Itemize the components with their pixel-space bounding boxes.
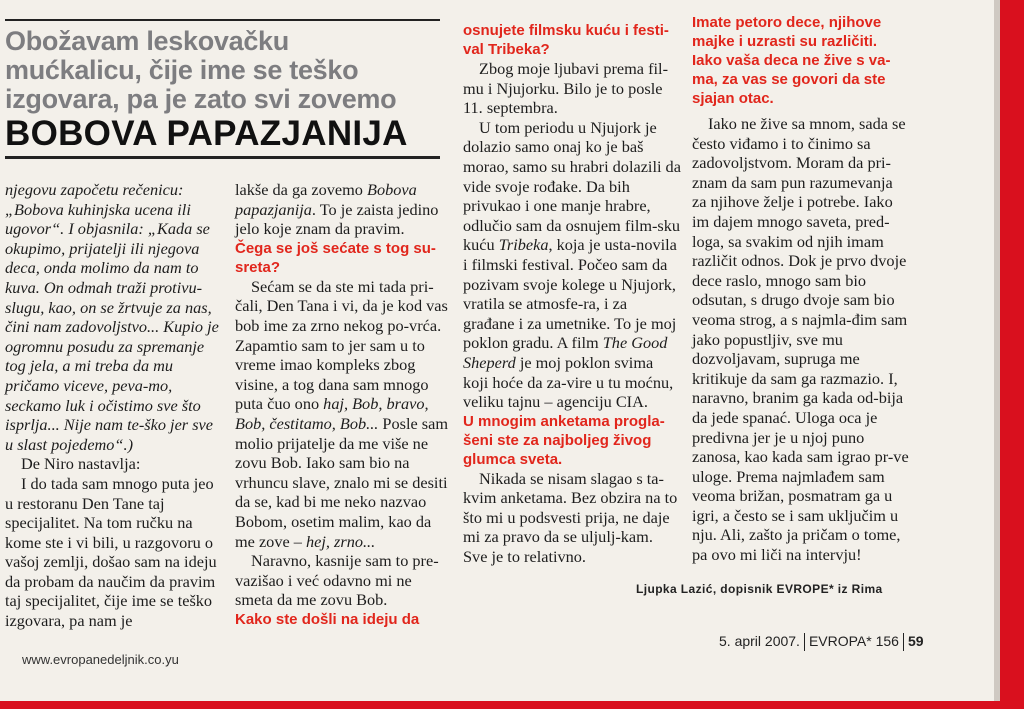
footer-date: 5. april 2007.: [719, 633, 800, 649]
col2-p1-italic: Bobova papazjanija: [235, 180, 417, 219]
column-1: [5, 180, 220, 631]
column-4: [692, 13, 910, 565]
title-line-1: Obožavam leskovačku: [5, 26, 289, 56]
col3-p2-text-2: , koja je usta-novila i filmski festival. Počeo sam da pozivam svoje kolege u Njujork, vratila se atmosfe-ra, i za građane i za umetnike. To je moj poklon gradu. A film: [463, 235, 677, 353]
col2-paragraph-3: Naravno, kasnije sam to pre-vazišao i već odavno mi ne smeta da me zovu Bob.: [235, 551, 439, 610]
title-line-3: izgovara, pa je zato svi zovemo: [5, 84, 397, 114]
title-top-rule: [5, 19, 440, 21]
col2-p2-italic-2: hej, zrno...: [305, 531, 376, 551]
col2-p1-text-end: . To je zaista jedino jelo koje znam da pravim.: [235, 199, 439, 239]
question-1: Čega se još sećate s tog su-sreta?: [235, 239, 436, 276]
col3-paragraph-3: Nikada se nisam slagao s ta-kvim anketama. Bez obzira na to što mi u podsvesti prija, ne daje mi za pravo da se uljulj-kam. Sve je to relativno.: [463, 468, 678, 567]
col1-paragraph-3: I do tada sam mnogo puta jeo u restoranu Den Tane taj specijalitet. Na tom ručku na kome ste i vi bili, u razgovoru o vašoj zemlji, došao sam na ideju da probam da naučim da pravim taj specijalitet, čije ime se teško izgovara, pa nam je: [5, 473, 217, 631]
col3-p2-text-3: je moj poklon svima koji hoće da za-vire u tu moćnu, veliku tajnu – agenciju CIA.: [463, 352, 674, 412]
author-byline: Ljupka Lazić, dopisnik EVROPE* iz Rima: [636, 582, 883, 596]
col2-p2-text: Sećam se da ste mi tada pri-čali, Den Tana i vi, da je kod vas bob ime za zrno nekog po-vrća. Zapamtio sam to jer sam u to vreme imao kompleks zbog visine, a tog dana sam mnogo puta čuo ono: [235, 276, 448, 414]
column-2: [235, 180, 453, 629]
question-4: Imate petoro dece, njihove majke i uzrasti su različiti. Iako vaša deca ne žive s va-ma, za vas se govori da ste sjajan otac.: [692, 14, 891, 107]
question-2-start: Kako ste došli na ideju da: [235, 610, 420, 628]
column-3: [463, 21, 681, 567]
col3-paragraph-1: Zbog moje ljubavi prema fil-mu i Njujorku. Bilo je to posle 11. septembra.: [463, 59, 668, 118]
col3-p2-italic-2: The Good Sheperd: [463, 333, 668, 372]
page-edge-red: [1000, 0, 1024, 709]
col2-paragraph-2: [235, 277, 453, 551]
title-main: BOBOVA PAPAZJANIJA: [5, 114, 408, 153]
footer-separator-2: [903, 633, 904, 651]
footer-separator: [804, 633, 805, 651]
col1-paragraph-1: njegovu započetu rečenicu: „Bobova kuhinjska ucena ili ugovor“. I objasnila: „Kada se okupimo, prijatelji ili njegova deca, onda molimo da nam to kuva. On odmah traži protivu-slugu, kao, on se žrtvuje za nas, čini nam zadovoljstvo... Kupio je ogromnu posudu za spremanje tog jela, a mi treba da mu pričamo viceve, peva-mo, seckamo luk i očistimo sve što isprlja... Nije nam te-ško jer sve u slast pojedemo“.): [5, 180, 219, 454]
question-2-end: osnujete filmsku kuću i festi-val Tribeka?: [463, 22, 669, 58]
col3-p2-italic: Tribeka: [498, 235, 549, 255]
title-bottom-rule: [5, 156, 440, 159]
col2-p2-text-2: Posle sam molio prijatelje da me više ne zovu Bob. Iako sam bio na vrhuncu slave, znalo mi se desiti da se, kad bi me neko nazvao Bobom, osetim malim, kao da me zove –: [235, 413, 448, 551]
col1-paragraph-2: De Niro nastavlja:: [21, 454, 141, 474]
col2-p1-text: lakše da ga zovemo: [235, 180, 368, 199]
question-3: U mnogim anketama progla-šeni ste za najboljeg živog glumca sveta.: [463, 412, 665, 468]
col4-paragraph-1: Iako ne žive sa mnom, sada se često viđamo i to činimo sa zadovoljstvom. Moram da pri-znam da sam pun razumevanja za njihove želje i potrebe. Iako im dajem mnogo saveta, pred-loga, sa svakim od njih imam različit odnos. Dok je prvo dvoje dece raslo, mnogo sam bio odsutan, s drugo dvoje sam bio veoma strog, a s najmla-đim sam jako popustljiv, sve mu dozvoljavam, supruga me kritikuje da sam ga razmazio. I, naravno, branim ga kada od-bija da jede spanać. Uloga oca je predivna jer je u njoj puno zanosa, kao kada sam igrao pr-ve uloge. Prema najmlađem sam veoma brižan, posmatram ga u igri, a često se i sam uključim u nju. Ali, zašto ja pričam o tome, pa ovo mi liči na intervju!: [692, 114, 909, 565]
col2-p2-italic: haj, Bob, bravo, Bob, čestitamo, Bob...: [235, 394, 429, 433]
page-number: 59: [907, 633, 924, 649]
col3-paragraph-2: [463, 118, 681, 412]
col2-paragraph-1: [235, 180, 453, 239]
footer-info: [719, 633, 924, 651]
page-bottom-red: [0, 701, 1024, 709]
footer-magazine: EVROPA* 156: [808, 633, 899, 649]
footer-url: www.evropanedeljnik.co.yu: [22, 652, 179, 667]
title-line-2: mućkalicu, čije ime se teško: [5, 55, 359, 85]
col3-p2-text: U tom periodu u Njujork je dolazio samo onaj ko je baš morao, samo su hrabri dolazili da vide svoje rođake. Da bih privukao i one manje hrabre, odlučio sam da osnujem film-sku kuću: [463, 117, 681, 255]
article-title: [5, 27, 440, 152]
